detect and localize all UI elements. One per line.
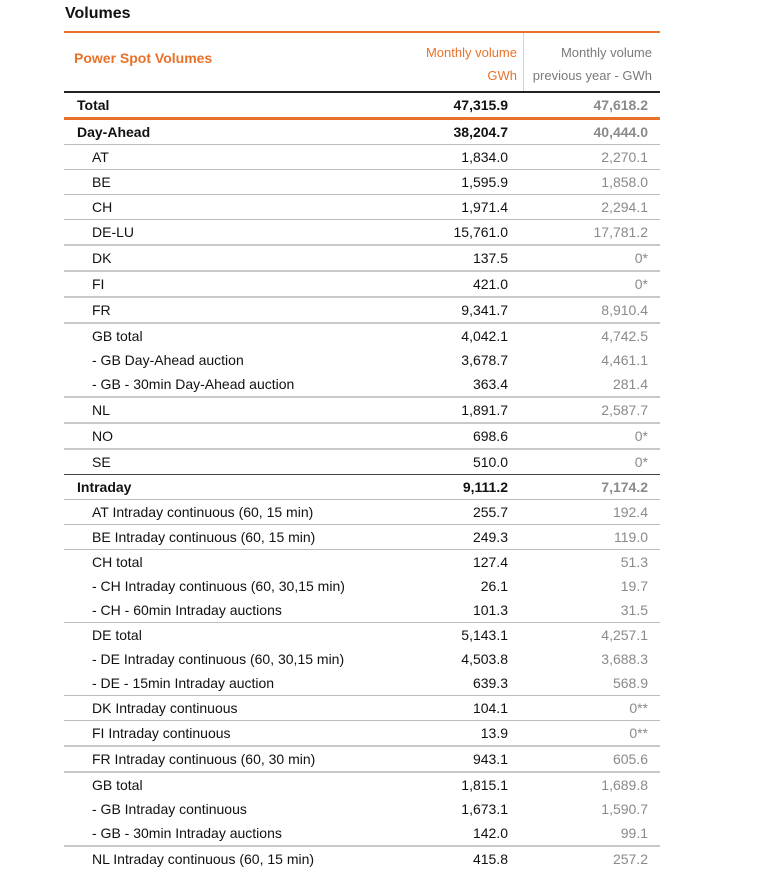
table-row-day-ahead — [64, 120, 660, 144]
header-label: Power Spot Volumes — [74, 50, 213, 66]
table-row — [64, 797, 660, 821]
row-label: AT — [92, 149, 109, 165]
row-current-volume: 9,111.2 — [462, 479, 508, 495]
row-current-volume: 1,971.4 — [461, 199, 508, 215]
row-previous-volume: 4,257.1 — [601, 627, 648, 643]
row-label: BE Intraday continuous (60, 15 min) — [92, 529, 316, 545]
row-label: FR — [92, 302, 111, 318]
table-row — [64, 144, 660, 169]
table-row-total — [64, 91, 660, 120]
table-row — [64, 771, 660, 797]
header-previous-volume: Monthly volume previous year - GWh — [532, 45, 652, 83]
row-current-volume: 1,834.0 — [461, 149, 508, 165]
row-current-volume: 249.3 — [472, 529, 508, 545]
row-current-volume: 415.8 — [472, 851, 508, 867]
row-label: FR Intraday continuous (60, 30 min) — [92, 751, 316, 767]
row-label: NL — [92, 402, 110, 418]
row-label: GB total — [92, 328, 143, 344]
row-label: Intraday — [77, 479, 132, 495]
row-current-volume: 137.5 — [472, 250, 508, 266]
row-previous-volume: 17,781.2 — [593, 224, 648, 240]
table-row — [64, 372, 660, 396]
row-current-volume: 363.4 — [472, 376, 508, 392]
table-row — [64, 720, 660, 745]
row-previous-volume: 0* — [634, 250, 648, 266]
row-label: Total — [77, 97, 110, 113]
table-row — [64, 845, 660, 871]
row-current-volume: 15,761.0 — [453, 224, 508, 240]
row-current-volume: 1,595.9 — [461, 174, 508, 190]
table-row — [64, 622, 660, 647]
row-current-volume: 38,204.7 — [453, 124, 508, 140]
row-previous-volume: 1,858.0 — [601, 174, 648, 190]
row-current-volume: 3,678.7 — [461, 352, 508, 368]
row-label: DE-LU — [92, 224, 135, 240]
table-row — [64, 270, 660, 296]
row-label: FI — [92, 276, 105, 292]
row-label: DK — [92, 250, 112, 266]
table-row — [64, 422, 660, 448]
row-current-volume: 639.3 — [472, 675, 508, 691]
row-label: - GB - 30min Day-Ahead auction — [92, 376, 295, 392]
header-current-volume: Monthly volume GWh — [425, 45, 517, 83]
row-current-volume: 101.3 — [472, 602, 508, 618]
row-label: CH total — [92, 554, 143, 570]
table-row — [64, 549, 660, 574]
table-row — [64, 574, 660, 598]
row-current-volume: 698.6 — [472, 428, 508, 444]
row-label: CH — [92, 199, 113, 215]
row-label: SE — [92, 454, 111, 470]
row-label: FI Intraday continuous — [92, 725, 231, 741]
row-previous-volume: 119.0 — [614, 529, 648, 545]
row-current-volume: 142.0 — [472, 825, 508, 841]
row-label: DE total — [92, 627, 142, 643]
row-label: - DE Intraday continuous (60, 30,15 min) — [92, 651, 345, 667]
row-previous-volume: 4,742.5 — [601, 328, 648, 344]
table-row — [64, 448, 660, 474]
row-label: - GB Intraday continuous — [92, 801, 247, 817]
row-previous-volume: 2,294.1 — [601, 199, 648, 215]
row-label: - CH Intraday continuous (60, 30,15 min) — [92, 578, 345, 594]
row-current-volume: 1,891.7 — [461, 402, 508, 418]
row-label: - DE - 15min Intraday auction — [92, 675, 275, 691]
table-row — [64, 169, 660, 194]
row-previous-volume: 0** — [629, 725, 648, 741]
row-label: AT Intraday continuous (60, 15 min) — [92, 504, 314, 520]
row-current-volume: 4,042.1 — [461, 328, 508, 344]
row-previous-volume: 0* — [634, 454, 648, 470]
row-previous-volume: 8,910.4 — [601, 302, 648, 318]
table-row — [64, 695, 660, 720]
row-previous-volume: 2,587.7 — [601, 402, 648, 418]
table-row — [64, 598, 660, 622]
row-current-volume: 510.0 — [472, 454, 508, 470]
row-previous-volume: 2,270.1 — [601, 149, 648, 165]
section-title: Volumes — [65, 5, 131, 22]
table-row — [64, 244, 660, 270]
row-label: GB total — [92, 777, 143, 793]
row-previous-volume: 605.6 — [612, 751, 648, 767]
table-row — [64, 322, 660, 348]
row-label: NO — [92, 428, 113, 444]
row-previous-volume: 99.1 — [620, 825, 648, 841]
row-previous-volume: 568.9 — [612, 675, 648, 691]
row-label: NL Intraday continuous (60, 15 min) — [92, 851, 315, 867]
row-previous-volume: 47,618.2 — [593, 97, 648, 113]
row-label: - CH - 60min Intraday auctions — [92, 602, 282, 618]
row-label: BE — [92, 174, 111, 190]
row-previous-volume: 0** — [629, 700, 648, 716]
row-current-volume: 1,815.1 — [461, 777, 508, 793]
row-label: Day-Ahead — [77, 124, 151, 140]
row-current-volume: 26.1 — [480, 578, 508, 594]
row-current-volume: 5,143.1 — [461, 627, 508, 643]
row-label: - GB - 30min Intraday auctions — [92, 825, 282, 841]
row-previous-volume: 281.4 — [612, 376, 648, 392]
row-current-volume: 421.0 — [472, 276, 508, 292]
row-current-volume: 1,673.1 — [461, 801, 508, 817]
row-current-volume: 47,315.9 — [453, 97, 508, 113]
table-row — [64, 745, 660, 771]
row-previous-volume: 40,444.0 — [593, 124, 648, 140]
table-row — [64, 671, 660, 695]
table-row — [64, 647, 660, 671]
table-row — [64, 296, 660, 322]
table-row — [64, 194, 660, 219]
row-previous-volume: 1,590.7 — [601, 801, 648, 817]
row-previous-volume: 1,689.8 — [601, 777, 648, 793]
table-row — [64, 524, 660, 549]
row-current-volume: 9,341.7 — [461, 302, 508, 318]
row-previous-volume: 4,461.1 — [601, 352, 648, 368]
row-current-volume: 943.1 — [472, 751, 508, 767]
row-current-volume: 104.1 — [472, 700, 508, 716]
row-label: DK Intraday continuous — [92, 700, 238, 716]
row-current-volume: 13.9 — [480, 725, 508, 741]
volumes-table — [64, 31, 660, 871]
row-current-volume: 4,503.8 — [461, 651, 508, 667]
row-previous-volume: 3,688.3 — [601, 651, 648, 667]
row-previous-volume: 257.2 — [612, 851, 648, 867]
row-previous-volume: 7,174.2 — [601, 479, 648, 495]
row-previous-volume: 51.3 — [620, 554, 648, 570]
table-header — [64, 31, 660, 91]
row-previous-volume: 0* — [634, 276, 648, 292]
table-row-intraday — [64, 474, 660, 499]
table-row — [64, 821, 660, 845]
row-previous-volume: 19.7 — [620, 578, 648, 594]
row-previous-volume: 0* — [634, 428, 648, 444]
row-label: - GB Day-Ahead auction — [92, 352, 244, 368]
row-previous-volume: 192.4 — [612, 504, 648, 520]
table-row — [64, 348, 660, 372]
row-current-volume: 255.7 — [472, 504, 508, 520]
table-row — [64, 219, 660, 244]
table-row — [64, 396, 660, 422]
row-current-volume: 127.4 — [472, 554, 508, 570]
row-previous-volume: 31.5 — [620, 602, 648, 618]
table-row — [64, 499, 660, 524]
